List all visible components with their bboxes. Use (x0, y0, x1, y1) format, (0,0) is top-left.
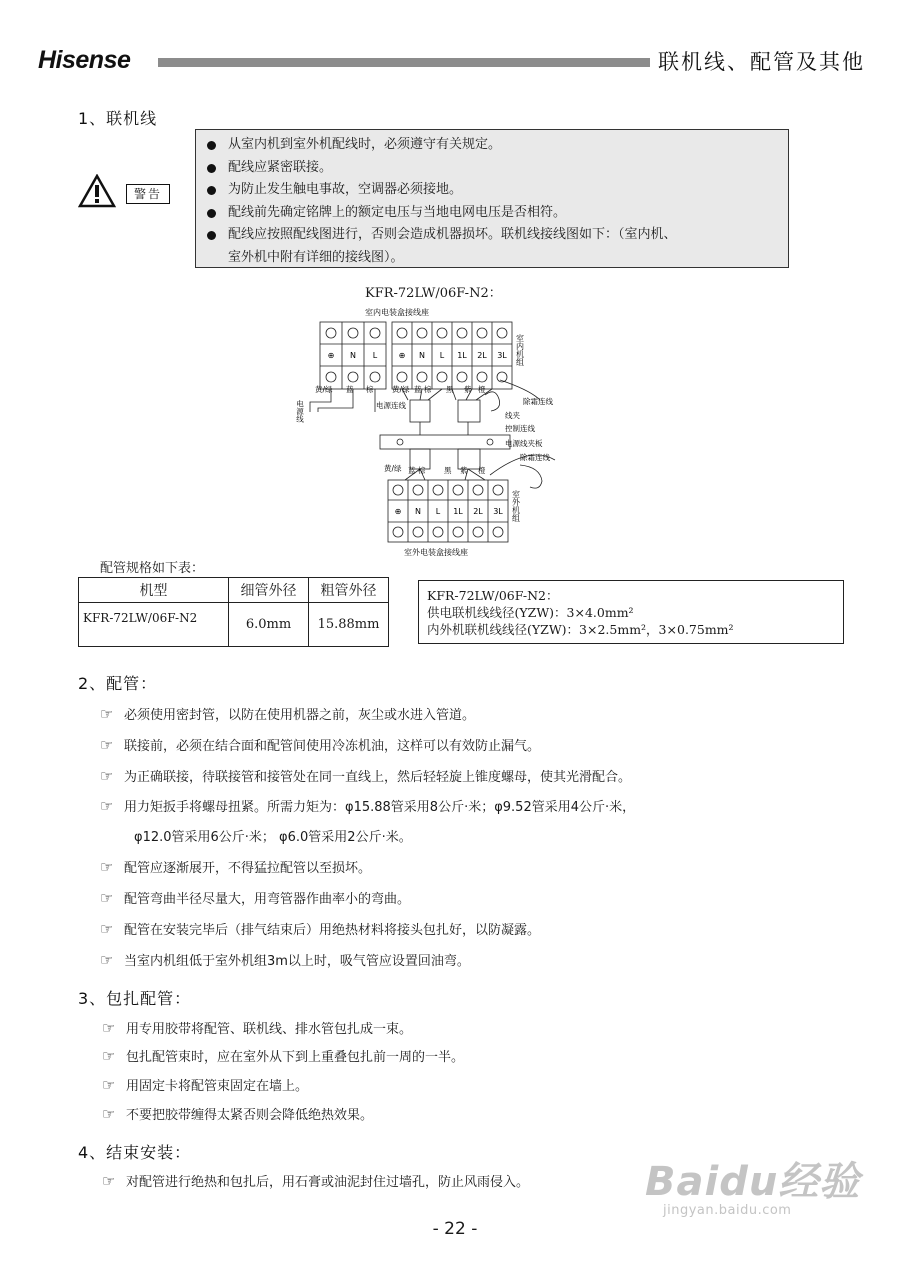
pointing-hand-icon: ☞ (102, 1171, 116, 1190)
pipe-spec-table (78, 577, 389, 647)
wire-color-label: 棕 (418, 466, 426, 475)
diagram-title: KFR-72LW/06F-N2： (365, 286, 502, 301)
pointing-hand-icon: ☞ (100, 735, 114, 754)
warning-box (195, 129, 789, 268)
bullet-icon (207, 141, 216, 150)
terminal-label: 2L (473, 507, 483, 516)
wire-color-label: 紫 (460, 466, 468, 475)
terminal-label: 2L (477, 351, 487, 360)
terminal-label: N (350, 351, 356, 360)
list-item: ☞ 包扎配管束时，应在室外从下到上重叠包扎前一周的一半。 (102, 1046, 465, 1065)
pointing-hand-icon: ☞ (100, 857, 114, 876)
list-item-continuation: φ12.0管采用6公斤·米； φ6.0管采用2公斤·米。 (134, 830, 412, 845)
terminal-label: 3L (493, 507, 503, 516)
wire-color-label: 紫 (464, 385, 472, 394)
terminal-label: 1L (457, 351, 467, 360)
wire-color-label: 黄/绿 (315, 385, 333, 394)
list-item: ☞ 不要把胶带缠得太紧否则会降低绝热效果。 (102, 1104, 374, 1123)
warning-label: 警告 (126, 184, 170, 204)
pointing-hand-icon: ☞ (102, 1104, 116, 1123)
wiring-diagram (280, 300, 610, 562)
pointing-hand-icon: ☞ (100, 950, 114, 969)
section1-heading: 1、联机线 (78, 109, 158, 128)
list-item: ☞ 用固定卡将配管束固定在墙上。 (102, 1075, 309, 1094)
warning-item: 配线前先确定铭牌上的额定电压与当地电网电压是否相符。 (206, 202, 778, 225)
table-cell: 15.88mm (309, 603, 389, 647)
wire-color-label: 黄/绿 (392, 385, 410, 394)
baidu-watermark (645, 1150, 860, 1218)
power-conn-label: 电源连线 (376, 401, 406, 410)
wire-color-label: 蓝 (346, 385, 354, 394)
section4-heading: 4、结束安装： (78, 1143, 192, 1162)
wire-color-label: 黑 (446, 385, 454, 394)
wire-color-label: 棕 (424, 385, 432, 394)
wire-color-label: 蓝 (414, 385, 422, 394)
column-header: 粗管外径 (309, 578, 389, 603)
wire-spec-line: 内外机联机线线径(YZW)：3×2.5mm²，3×0.75mm² (427, 622, 734, 637)
watermark-url: jingyan.baidu.com (663, 1203, 792, 1218)
list-item: ☞ 联接前，必须在结合面和配管间使用冷冻机油，这样可以有效防止漏气。 (100, 735, 541, 754)
list-item: ☞ 对配管进行绝热和包扎后，用石膏或油泥封住过墙孔，防止风雨侵入。 (102, 1171, 530, 1190)
wire-color-label: 棕 (366, 385, 374, 394)
list-item: ☞ 当室内机组低于室外机组3m以上时，吸气管应设置回油弯。 (100, 950, 470, 969)
pointing-hand-icon: ☞ (100, 888, 114, 907)
brand-logo: Hisense (38, 46, 131, 74)
table-cell: KFR-72LW/06F-N2 (79, 603, 229, 647)
clip-label: 线夹 (505, 411, 520, 420)
list-item: ☞ 为正确联接，待联接管和接管处在同一直线上，然后轻轻旋上锥度螺母，使其光滑配合。 (100, 766, 632, 785)
header-bar (158, 58, 650, 67)
wire-spec-line: 供电联机线线径(YZW)：3×4.0mm² (427, 605, 634, 620)
terminal-label: 3L (497, 351, 507, 360)
control-line-label: 控制连线 (505, 424, 535, 433)
terminal-label: ⊕ (398, 351, 406, 360)
power-line-label: 电源线 (295, 400, 305, 423)
list-item: ☞ 配管在安装完毕后（排气结束后）用绝热材料将接头包扎好，以防凝露。 (100, 919, 541, 938)
outdoor-box-label: 室外电装盒接线座 (404, 548, 468, 557)
terminal-label: L (435, 507, 441, 516)
indoor-unit-label: 室内机组 (515, 334, 525, 366)
wire-color-label: 黄/绿 (384, 464, 402, 473)
section2-heading: 2、配管： (78, 674, 158, 693)
terminal-label: ⊕ (394, 507, 402, 516)
warning-item: 配线应按照配线图进行，否则会造成机器损坏。联机线接线图如下：（室内机、 (206, 224, 778, 247)
table-cell: 6.0mm (229, 603, 309, 647)
wire-spec-box (418, 580, 844, 644)
pointing-hand-icon: ☞ (102, 1075, 116, 1094)
bullet-icon (207, 186, 216, 195)
terminal-label: 1L (453, 507, 463, 516)
warning-item: 为防止发生触电事故，空调器必须接地。 (206, 179, 778, 202)
bullet-icon (207, 164, 216, 173)
wire-color-label: 黑 (444, 466, 452, 475)
wire-color-label: 橙 (478, 385, 486, 394)
wire-color-label: 橙 (478, 466, 486, 475)
list-item: ☞ 配管弯曲半径尽量大，用弯管器作曲率小的弯曲。 (100, 888, 411, 907)
warning-item: 配线应紧密联接。 (206, 157, 778, 180)
warning-item-continuation: 室外机中附有详细的接线图）。 (228, 249, 404, 265)
pipe-spec-caption: 配管规格如下表： (100, 561, 205, 576)
terminal-label: N (415, 507, 421, 516)
page-number: - 22 - (432, 1219, 478, 1239)
pointing-hand-icon: ☞ (102, 1018, 116, 1037)
warning-triangle-icon (78, 174, 116, 208)
wire-spec-model: KFR-72LW/06F-N2： (427, 588, 559, 603)
terminal-label: L (439, 351, 445, 360)
watermark-main: Baidu经验 (645, 1159, 861, 1205)
list-item: ☞ 用专用胶带将配管、联机线、排水管包扎成一束。 (102, 1018, 413, 1037)
outdoor-terminal (388, 480, 508, 542)
warning-item: 从室内机到室外机配线时，必须遵守有关规定。 (206, 134, 778, 157)
table-header-row (79, 578, 389, 603)
column-header: 机型 (79, 578, 229, 603)
section3-heading: 3、包扎配管： (78, 989, 192, 1008)
column-header: 细管外径 (229, 578, 309, 603)
bullet-icon (207, 231, 216, 240)
pointing-hand-icon: ☞ (100, 766, 114, 785)
page-title: 联机线、配管及其他 (658, 50, 865, 74)
clamp-plate-label: 电源线夹板 (505, 439, 543, 448)
pointing-hand-icon: ☞ (100, 919, 114, 938)
list-item: ☞ 必须使用密封管，以防在使用机器之前，灰尘或水进入管道。 (100, 704, 476, 723)
defrost-conn-label: 除霜连线 (520, 453, 550, 462)
defrost-conn-label: 除霜连线 (523, 397, 553, 406)
indoor-box-label: 室内电装盒接线座 (365, 308, 429, 317)
pointing-hand-icon: ☞ (102, 1046, 116, 1065)
list-item: ☞ 配管应逐渐展开，不得猛拉配管以至损坏。 (100, 857, 372, 876)
table-row (79, 603, 389, 647)
terminal-label: N (419, 351, 425, 360)
terminal-label: ⊕ (327, 351, 335, 360)
list-item: ☞ 用力矩扳手将螺母扭紧。所需力矩为：φ15.88管采用8公斤·米；φ9.52管采用4公斤·米， (100, 796, 636, 815)
outdoor-unit-label: 室外机组 (511, 490, 521, 522)
pointing-hand-icon: ☞ (100, 796, 114, 815)
bullet-icon (207, 209, 216, 218)
wires (310, 380, 555, 488)
terminal-label: L (372, 351, 378, 360)
indoor-terminal-right (392, 322, 512, 389)
pointing-hand-icon: ☞ (100, 704, 114, 723)
wire-color-label: 蓝 (408, 466, 416, 475)
